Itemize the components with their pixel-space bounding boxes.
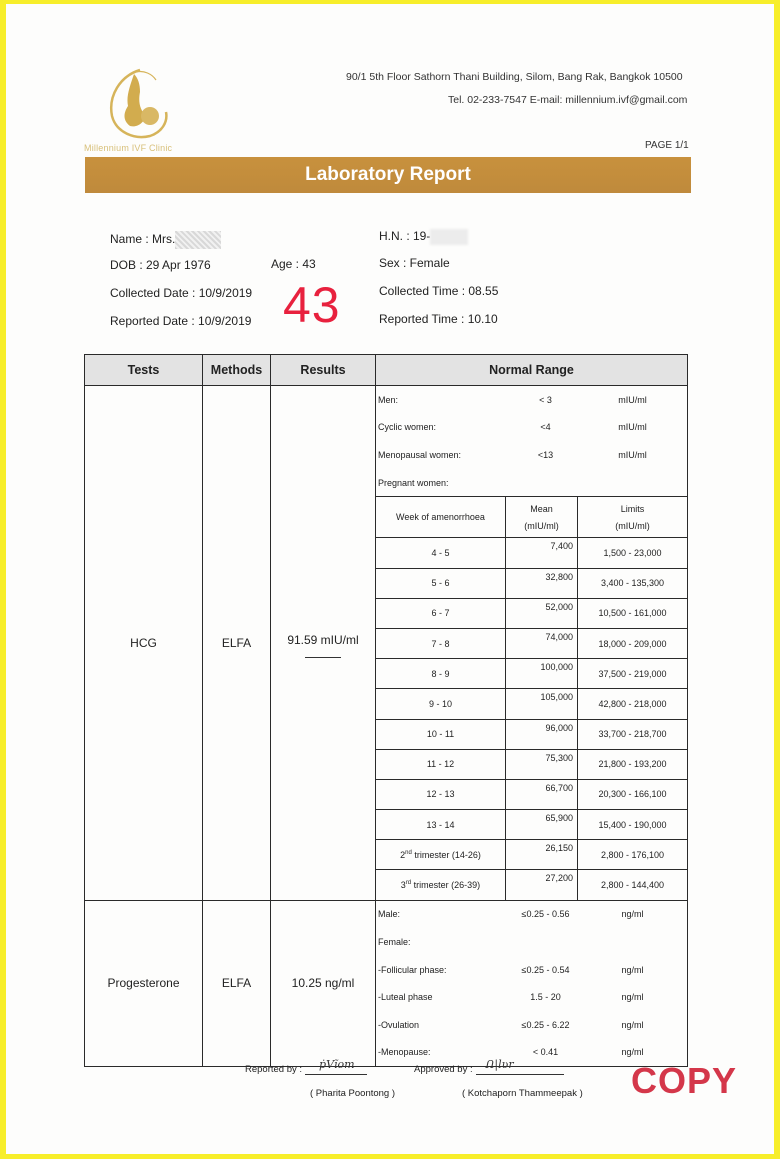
reported-by-name: ( Pharita Poontong ) bbox=[310, 1088, 396, 1099]
report-title: Laboratory Report bbox=[305, 164, 471, 185]
test-result bbox=[271, 386, 376, 901]
reported-time: Reported Time : 10.10 bbox=[379, 312, 498, 326]
sub-header-mean: Mean (mIU/ml) bbox=[506, 497, 578, 538]
week-week: 9 - 10 bbox=[376, 689, 506, 719]
subtable-row bbox=[376, 628, 687, 658]
range-label: Female: bbox=[378, 937, 411, 948]
week-week: 10 - 11 bbox=[376, 719, 506, 749]
pregnancy-subtable bbox=[376, 496, 687, 899]
test-method: ELFA bbox=[203, 900, 271, 1067]
test-result: 10.25 ng/ml bbox=[271, 900, 376, 1067]
week-mean: 74,000 bbox=[506, 628, 578, 658]
results-table bbox=[84, 354, 688, 1067]
approved-signature: Ո|lʋr bbox=[485, 1058, 514, 1071]
result-value: 91.59 mIU/ml bbox=[287, 632, 359, 647]
week-mean: 66,700 bbox=[506, 779, 578, 809]
subtable-row bbox=[376, 689, 687, 719]
reported-signature: ṗVĩom bbox=[319, 1058, 355, 1071]
pregnant-label: Pregnant women: bbox=[378, 477, 449, 488]
range-value: ≤0.25 - 0.54 bbox=[521, 964, 570, 975]
approved-signature-line bbox=[476, 1058, 564, 1075]
clinic-logo bbox=[100, 66, 172, 142]
logo-text: Millennium IVF Clinic bbox=[84, 143, 173, 153]
test-name: HCG bbox=[85, 386, 203, 901]
range-label: -Menopause: bbox=[378, 1047, 431, 1058]
subtable-row bbox=[376, 810, 687, 840]
week-week: 5 - 6 bbox=[376, 568, 506, 598]
week-week: 8 - 9 bbox=[376, 659, 506, 689]
handwritten-age: 43 bbox=[283, 277, 341, 333]
subtable-row: 2nd trimester (14-26) 26,150 2,800 - 176,100 bbox=[376, 840, 687, 870]
range-unit: ng/ml bbox=[621, 992, 644, 1003]
range-line bbox=[376, 1011, 687, 1039]
subtable-row bbox=[376, 719, 687, 749]
handwritten-underline bbox=[305, 653, 341, 658]
subtable-row bbox=[376, 779, 687, 809]
range-unit: ng/ml bbox=[621, 1019, 644, 1030]
week-limits: 15,400 - 190,000 bbox=[578, 810, 688, 840]
range-line bbox=[376, 901, 687, 929]
week-limits: 21,800 - 193,200 bbox=[578, 749, 688, 779]
week-limits: 10,500 - 161,000 bbox=[578, 598, 688, 628]
sub-header-limits: Limits (mIU/ml) bbox=[578, 497, 688, 538]
reported-by: Reported by : ṗVĩom bbox=[245, 1062, 367, 1075]
range-label: -Ovulation bbox=[378, 1019, 420, 1030]
sub-header-week: Week of amenorrhoea bbox=[376, 497, 506, 538]
header-normal-range: Normal Range bbox=[376, 355, 688, 386]
range-value: ≤0.25 - 6.22 bbox=[521, 1019, 570, 1030]
subtable-row bbox=[376, 598, 687, 628]
week-limits: 3,400 - 135,300 bbox=[578, 568, 688, 598]
redacted-name bbox=[175, 231, 221, 249]
patient-dob: DOB : 29 Apr 1976 bbox=[110, 258, 211, 272]
subtable-row bbox=[376, 538, 687, 568]
week-week: 6 - 7 bbox=[376, 598, 506, 628]
patient-name: Name : Mrs. bbox=[110, 231, 221, 249]
subtable-row: 3rd trimester (26-39) 27,200 2,800 - 144,400 bbox=[376, 870, 687, 900]
table-header-row bbox=[85, 355, 688, 386]
subtable-row bbox=[376, 659, 687, 689]
header-results: Results bbox=[271, 355, 376, 386]
subtable-row bbox=[376, 568, 687, 598]
week-week: 13 - 14 bbox=[376, 810, 506, 840]
week-mean: 32,800 bbox=[506, 568, 578, 598]
subtable-row bbox=[376, 749, 687, 779]
range-line: Men: < 3 mIU/ml bbox=[378, 394, 647, 405]
range-unit: ng/ml bbox=[621, 964, 644, 975]
week-week: 7 - 8 bbox=[376, 628, 506, 658]
collected-date: Collected Date : 10/9/2019 bbox=[110, 286, 253, 300]
range-label: -Luteal phase bbox=[378, 992, 433, 1003]
approved-by: Approved by : Ո|lʋr bbox=[414, 1062, 564, 1075]
week-mean: 75,300 bbox=[506, 749, 578, 779]
week-mean: 7,400 bbox=[506, 538, 578, 568]
range-line bbox=[376, 983, 687, 1011]
week-limits: 1,500 - 23,000 bbox=[578, 538, 688, 568]
copy-stamp: COPY bbox=[631, 1060, 738, 1101]
patient-sex: Sex : Female bbox=[379, 256, 450, 270]
week-limits: 37,500 - 219,000 bbox=[578, 659, 688, 689]
week-week: 12 - 13 bbox=[376, 779, 506, 809]
week-limits: 42,800 - 218,000 bbox=[578, 689, 688, 719]
collected-time: Collected Time : 08.55 bbox=[379, 284, 499, 298]
week-limits: 18,000 - 209,000 bbox=[578, 628, 688, 658]
range-unit: ng/ml bbox=[621, 909, 644, 920]
test-name: Progesterone bbox=[85, 900, 203, 1067]
normal-range-progesterone bbox=[376, 900, 688, 1067]
approved-by-name: ( Kotchaporn Thammeepak ) bbox=[462, 1088, 583, 1099]
subtable-header bbox=[376, 497, 687, 538]
range-line bbox=[376, 928, 687, 956]
reported-date: Reported Date : 10/9/2019 bbox=[110, 314, 252, 328]
week-mean: 105,000 bbox=[506, 689, 578, 719]
table-row-progesterone bbox=[85, 900, 688, 1067]
header-tests: Tests bbox=[85, 355, 203, 386]
week-mean: 100,000 bbox=[506, 659, 578, 689]
clinic-contact: Tel. 02-233-7547 E-mail: millennium.ivf@gmail.com bbox=[448, 94, 688, 106]
week-week: 4 - 5 bbox=[376, 538, 506, 568]
hospital-number: H.N. : 19- bbox=[379, 229, 468, 245]
clinic-address: 90/1 5th Floor Sathorn Thani Building, Silom, Bang Rak, Bangkok 10500 bbox=[346, 71, 683, 83]
week-mean: 96,000 bbox=[506, 719, 578, 749]
week-week: 11 - 12 bbox=[376, 749, 506, 779]
range-line bbox=[376, 956, 687, 984]
range-label: -Follicular phase: bbox=[378, 964, 447, 975]
week-mean: 52,000 bbox=[506, 598, 578, 628]
page-number: PAGE 1/1 bbox=[645, 140, 689, 151]
range-line: Cyclic women: <4 mIU/ml bbox=[378, 422, 647, 433]
normal-range-hcg bbox=[376, 386, 688, 901]
week-mean: 65,900 bbox=[506, 810, 578, 840]
report-title-banner bbox=[85, 157, 691, 193]
range-line: Menopausal women: <13 mIU/ml bbox=[378, 449, 647, 460]
test-method: ELFA bbox=[203, 386, 271, 901]
range-unit: ng/ml bbox=[621, 1047, 644, 1058]
reported-signature-line bbox=[305, 1058, 367, 1075]
range-value: 1.5 - 20 bbox=[530, 992, 561, 1003]
table-row-hcg bbox=[85, 386, 688, 901]
week-limits: 33,700 - 218,700 bbox=[578, 719, 688, 749]
range-value: < 0.41 bbox=[532, 1047, 559, 1058]
range-value: ≤0.25 - 0.56 bbox=[521, 909, 570, 920]
redacted-hn bbox=[430, 229, 468, 245]
header-methods: Methods bbox=[203, 355, 271, 386]
patient-age: Age : 43 bbox=[271, 257, 316, 271]
week-limits: 20,300 - 166,100 bbox=[578, 779, 688, 809]
range-label: Male: bbox=[378, 909, 401, 920]
